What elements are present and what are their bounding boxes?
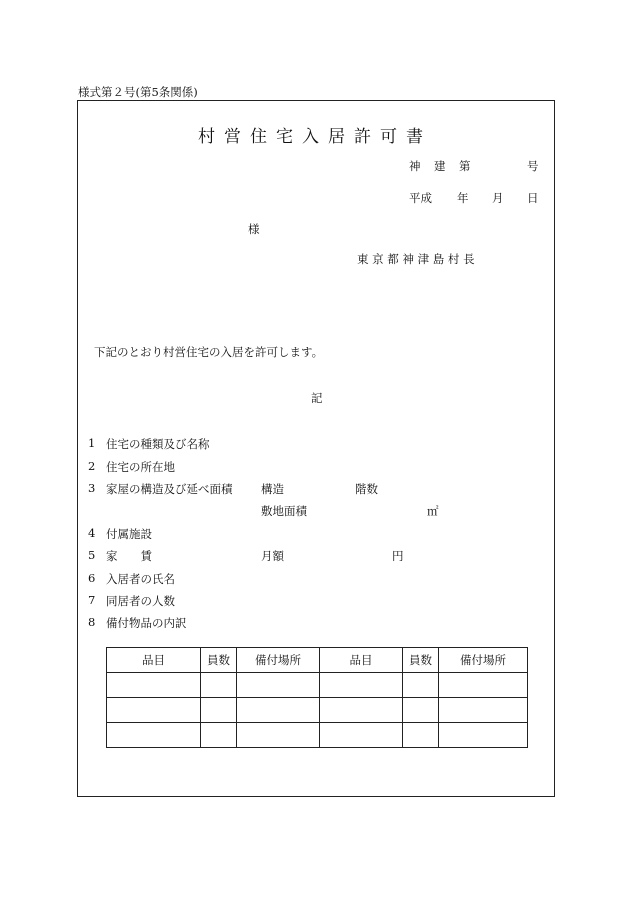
item-label: 家屋の構造及び延べ面積 — [106, 482, 233, 496]
site-area-label: 敷地面積 — [261, 504, 307, 518]
table-row — [107, 673, 528, 698]
item-number: 4 — [88, 526, 96, 540]
table-row — [107, 723, 528, 748]
table-cell — [320, 673, 403, 698]
floors-label: 階数 — [355, 482, 378, 496]
date-era: 平成 — [409, 191, 432, 205]
date-month-label: 月 — [492, 191, 504, 205]
item-label: 入居者の氏名 — [106, 572, 175, 586]
permit-number-prefix: 神 建 第 — [409, 159, 472, 173]
ki-marker: 記 — [311, 391, 323, 405]
date-day-label: 日 — [527, 191, 539, 205]
item-label: 付属施設 — [106, 527, 152, 541]
item-number: 2 — [88, 459, 96, 473]
item-number: 6 — [88, 571, 96, 585]
table-row — [107, 698, 528, 723]
column-header-item: 品目 — [107, 648, 201, 673]
table-cell — [403, 673, 439, 698]
table-cell — [237, 723, 320, 748]
square-meter-unit: ㎡ — [427, 504, 439, 518]
item-number: 7 — [88, 593, 96, 607]
item-number: 1 — [88, 436, 96, 450]
table-cell — [320, 723, 403, 748]
item-label: 同居者の人数 — [106, 594, 175, 608]
item-label: 備付物品の内訳 — [106, 616, 187, 630]
column-header-location: 備付場所 — [237, 648, 320, 673]
permit-statement: 下記のとおり村営住宅の入居を許可します。 — [94, 345, 324, 359]
item-number: 5 — [88, 548, 96, 562]
table-cell — [201, 698, 237, 723]
column-header-quantity: 員数 — [403, 648, 439, 673]
item-label: 住宅の種類及び名称 — [106, 437, 210, 451]
column-header-quantity: 員数 — [201, 648, 237, 673]
table-cell — [201, 723, 237, 748]
permit-number-suffix: 号 — [527, 159, 539, 173]
table-cell — [403, 723, 439, 748]
item-number: 8 — [88, 615, 96, 629]
monthly-amount-label: 月額 — [261, 549, 284, 563]
yen-unit: 円 — [392, 549, 404, 563]
table-cell — [237, 698, 320, 723]
table-cell — [320, 698, 403, 723]
table-header-row — [107, 648, 528, 673]
issuer-name: 東 京 都 神 津 島 村 長 — [357, 252, 475, 266]
item-label: 家 賃 — [106, 549, 152, 563]
table-cell — [439, 698, 528, 723]
item-number: 3 — [88, 481, 96, 495]
structure-label: 構造 — [261, 482, 284, 496]
table-cell — [107, 723, 201, 748]
item-label: 住宅の所在地 — [106, 460, 175, 474]
table-cell — [237, 673, 320, 698]
table-cell — [403, 698, 439, 723]
form-number-label: 様式第２号(第5条関係) — [78, 85, 198, 99]
document-title: 村営住宅入居許可書 — [198, 127, 432, 147]
inventory-table — [106, 647, 528, 748]
date-year-label: 年 — [457, 191, 469, 205]
column-header-location: 備付場所 — [439, 648, 528, 673]
column-header-item: 品目 — [320, 648, 403, 673]
table-cell — [107, 698, 201, 723]
table-cell — [107, 673, 201, 698]
table-cell — [439, 673, 528, 698]
table-cell — [439, 723, 528, 748]
addressee-suffix: 様 — [248, 222, 260, 236]
table-cell — [201, 673, 237, 698]
